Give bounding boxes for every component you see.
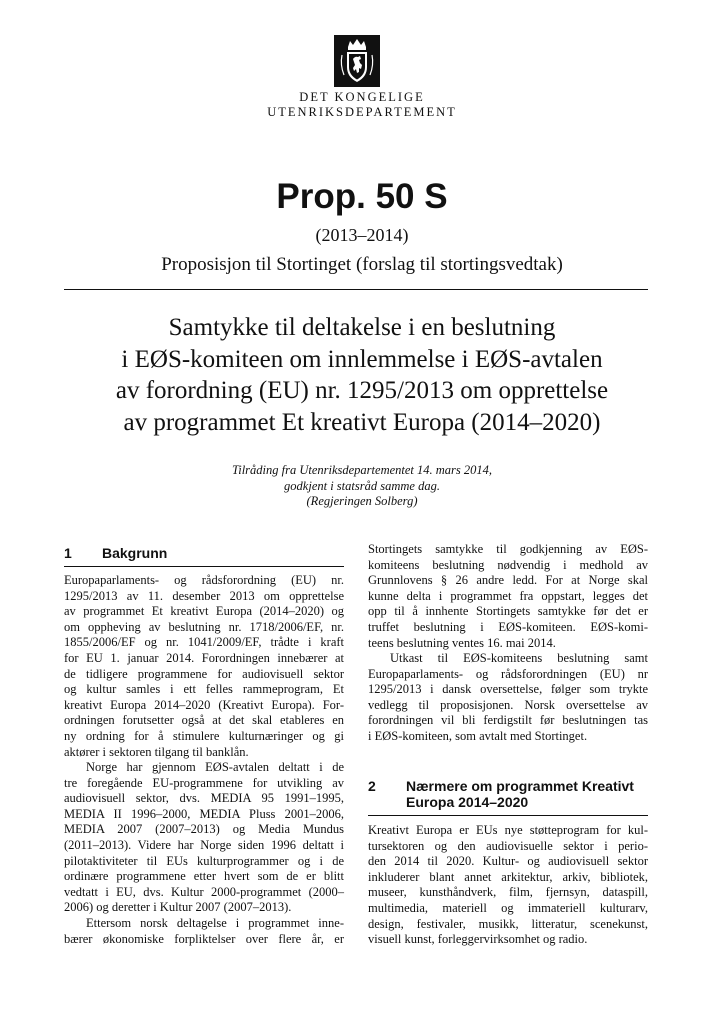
text-line: museer, kunsthåndverk, film, fjernsyn, dataspill, — [368, 885, 648, 900]
text-line: Europaparlaments- og rådsforordningen (EU) nr — [368, 666, 648, 681]
section-1-paragraph-3 — [64, 916, 344, 947]
text-line: teens beslutning ventes 16. mai 2014. — [368, 635, 556, 650]
section-1-title: Bakgrunn — [102, 545, 168, 561]
section-2-rule — [368, 815, 648, 816]
text-line: 1295/2013 av 11. desember 2013 om opprettelse — [64, 588, 344, 603]
text-line: Kreativt Europa er EUs nye støtteprogram for kul- — [368, 823, 648, 837]
text-line: om oppheving av beslutning nr. 1718/2006/EF, nr. — [64, 619, 344, 634]
section-1-number: 1 — [64, 545, 72, 561]
title-divider — [64, 289, 648, 290]
text-line: Europaparlaments- og rådsforordning (EU) nr. — [64, 573, 344, 587]
ministry-name-line1: DET KONGELIGE — [299, 90, 425, 104]
text-line: Grunnlovens § 26 andre ledd. For at Norge skal — [368, 573, 648, 588]
text-line: truffet beslutning i EØS-komiteen. EØS-komi- — [368, 619, 648, 634]
text-line: og kultur samles i ett felles rammeprogram, Et — [64, 682, 344, 697]
main-title — [40, 312, 684, 438]
text-line: ny ordning for å stimulere kulturnæringer og gi — [64, 728, 344, 743]
text-line: inkluderer blant annet arkitektur, arkiv, bibliotek, — [368, 869, 648, 884]
text-line: vedlegg til proposisjonen. Norsk oversettelse av — [368, 697, 648, 712]
text-line: kreativt Europa 2014–2020 (Kreativt Europa). For- — [64, 697, 344, 712]
text-line: i EØS-komiteen, som avtalt med Stortinget. — [368, 728, 588, 743]
section-1-paragraph-1 — [64, 573, 344, 760]
text-line: vedtatt i EU, dvs. Kultur 2000-programmet (2000– — [64, 884, 344, 899]
text-line: Utkast til EØS-komiteens beslutning samt — [390, 651, 648, 665]
text-line: (2011–2013). Videre har Norge siden 1996 deltatt i — [64, 837, 344, 852]
text-line: design, festivaler, musikk, litteratur, scenekunst, — [368, 916, 648, 931]
section-1-rule — [64, 566, 344, 567]
text-line: 2006) og deretter i Kultur 2007 (2007–2013). — [64, 900, 292, 915]
ministry-name-line2: UTENRIKSDEPARTEMENT — [267, 105, 457, 119]
text-line: 1855/2006/EF og nr. 1041/2009/EF, trådte i kraft — [64, 635, 344, 650]
text-line: forordningen vil bli ferdigstilt før beslutningen tas — [368, 713, 648, 728]
text-line: den 2014 til 2020. Kultur- og audiovisuell sektor — [368, 854, 648, 869]
text-line: bærer økonomiske forpliktelser over flere år, er — [64, 931, 344, 946]
proposition-subtitle: Proposisjon til Stortinget (forslag til stortingsvedtak) — [161, 254, 563, 275]
text-line: aktører i sektoren tilgang til banklån. — [64, 744, 249, 759]
section-2-paragraph-1 — [368, 823, 648, 948]
section-1-paragraph-2 — [64, 760, 344, 916]
text-line: multimedia, materiell og immateriell kulturarv, — [368, 900, 648, 915]
coat-of-arms-emblem — [334, 35, 380, 87]
text-line: Ettersom norsk deltagelse i programmet inne- — [86, 916, 344, 930]
main-title-line: av forordning (EU) nr. 1295/2013 om opprettelse — [115, 377, 609, 404]
section-2-title-line2: Europa 2014–2020 — [406, 794, 529, 810]
text-line: ordningen forutsetter også at det skal etableres en — [64, 713, 344, 728]
text-line: for EU 1. januar 2014. Forordningen innebærer at — [64, 650, 344, 665]
right-paragraph-1 — [368, 542, 648, 651]
text-line: 1295/2013 i dansk oversettelse, følger som trykte — [368, 682, 648, 697]
recommendation-line: (Regjeringen Solberg) — [306, 494, 418, 508]
text-line: av programmet Et kreativt Europa (2014–2020) og — [64, 604, 344, 619]
text-line: Norge har gjennom EØS-avtalen deltatt i de — [86, 760, 344, 774]
section-2-title-line1: Nærmere om programmet Kreativt — [406, 778, 634, 794]
text-line: komiteens beslutning nødvendig i medhold av — [368, 557, 648, 572]
text-line: tursektoren og den audiovisuelle sektor i perio- — [368, 838, 648, 853]
text-line: MEDIA II 1996–2000, MEDIA Pluss 2001–2006, — [64, 806, 344, 821]
text-line: tre foregående EU-programmene for utvikling av — [64, 775, 344, 790]
text-line: kunne delta i programmet fra oppstart, legges det — [368, 588, 648, 603]
text-line: opp til å innhente Stortingets samtykke før det er — [368, 604, 648, 619]
text-line: Stortingets samtykke til godkjenning av EØS- — [368, 542, 648, 556]
text-line: visuell kunst, forleggervirksomhet og radio. — [368, 932, 588, 947]
text-line: audiovisuell sektor, dvs. MEDIA 95 1991–1995, — [64, 791, 344, 806]
section-2-number: 2 — [368, 778, 376, 794]
text-line: MEDIA 2007 (2007–2013) og Media Mundus — [64, 822, 344, 837]
proposition-number: Prop. 50 S — [276, 177, 448, 216]
right-paragraph-2 — [368, 651, 648, 745]
recommendation-line: godkjent i statsråd samme dag. — [284, 478, 440, 493]
main-title-line: i EØS-komiteen om innlemmelse i EØS-avtalen — [121, 345, 603, 373]
main-title-line: av programmet Et kreativt Europa (2014–2020) — [123, 408, 601, 436]
main-title-line: Samtykke til deltakelse i en beslutning — [168, 314, 556, 341]
session-years: (2013–2014) — [315, 225, 409, 245]
recommendation-line: Tilråding fra Utenriksdepartementet 14. mars 2014, — [231, 463, 493, 477]
recommendation-note — [0, 463, 724, 510]
text-line: pilotaktiviteter til EUs kulturprogrammer og i de — [64, 853, 344, 868]
text-line: de tidligere programmene for audiovisuell sektor — [64, 666, 344, 681]
text-line: ordinære programmene etter hvert som de er blitt — [64, 869, 344, 884]
